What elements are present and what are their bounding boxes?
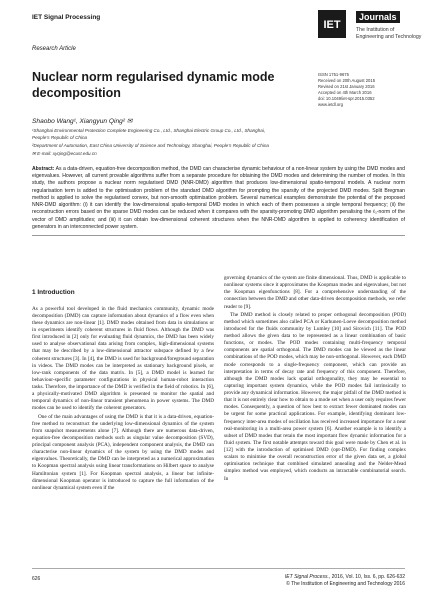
article-metadata xyxy=(318,72,418,109)
footer-copyright: © The Institution of Engineering and Technology 2016 xyxy=(286,581,405,587)
revised-date: Revised on 21st January 2016 xyxy=(318,84,375,90)
iet-logo-icon xyxy=(318,10,346,38)
journal-name: IET Signal Processing xyxy=(32,14,101,21)
abstract xyxy=(32,166,405,236)
received-date: Received on 20th August 2015 xyxy=(318,78,376,84)
iet-journals-logo xyxy=(318,10,422,54)
logo-wordmark: IET xyxy=(323,19,341,31)
abstract-label: Abstract: xyxy=(32,166,55,172)
affiliation-1-country: People’s Republic of China xyxy=(32,135,88,140)
footer-volume: , 2016, Vol. 10, Iss. 6, pp. 626-632 xyxy=(328,574,405,580)
footer-citation xyxy=(285,574,405,588)
page-number: 626 xyxy=(32,576,41,582)
authors: Shaobo Wang¹, Xiangyun Qing² ✉ xyxy=(32,118,133,125)
logo-journals-label: Journals xyxy=(356,11,400,23)
article-type: Research Article xyxy=(32,46,76,52)
footer-divider xyxy=(32,568,405,569)
footer-journal-name: IET Signal Process. xyxy=(284,574,329,580)
affiliation-1: ¹Shanghai Environmental Protection Complete Engineering Co., Ltd., Shanghai Electric Group Co., Ltd., Shanghai, xyxy=(32,128,266,133)
doi-link[interactable]: doi: 10.1049/iet-spr.2015.0352 xyxy=(318,96,375,102)
body-paragraph: governing dynamics of the system are finite dimensional. Thus, DMD is applicable to nonlinear systems since it approximates the Koopman modes and eigenvalues, but not the Koopman eigenfunctions [8]. For a comprehensive understanding of the connection between the DMD and other data-driven decomposition methods, we refer reader to [9]. xyxy=(224,275,406,310)
accepted-date: Accepted on 4th March 2016 xyxy=(318,90,372,96)
issn: ISSN 1751-9675 xyxy=(318,72,349,77)
body-paragraph: One of the main advantages of using the DMD is that it is a data-driven, equation-free method to reconstruct the underlying low-dimensional dynamics of the system from snapshot measurements alone [7]. Although there are numerous data-driven, equation-free decomposition methods such as singular value decomposition (SVD), principal component analysis (PCA), independent component analysis, the DMD can characterise non-linear dynamics of the system by using the DMD modes and eigenvalues. Theoretically, the DMD can be interpreted as a numerical approximation to Koopman spectral analysis using linear transformations on Hilbert space to analyse Hamiltonian system [1]. For Koopman spectral analysis, a linear but infinite-dimensional Koopman operator is introduced to capture the full information of the nonlinear dynamical system even if the xyxy=(32,413,214,491)
logo-line-2: Engineering and Technology xyxy=(356,34,422,40)
body-column-right xyxy=(224,275,406,484)
logo-line-1: The Institution of xyxy=(356,27,395,33)
corresponding-email[interactable]: ✉ E-mail: xyqing@ecust.edu.cn xyxy=(32,151,97,156)
ietdl-link[interactable]: www.ietdl.org xyxy=(318,102,343,108)
article-title: Nuclear norm regularised dynamic mode decomposition xyxy=(32,70,275,100)
body-paragraph: The DMD method is closely related to proper orthogonal decomposition (POD) method which sometimes also called PCA or Karhunen-Loeve decomposition method introduced for the fluids community by Lumley [10] and Sirovich [11]. The POD method allows the given data to be represented as a linear combination of basic functions, or modes. The POD modes containing multi-frequency temporal components are spatial orthogonal. The DMD modes can be viewed as the linear combinations of the POD modes, which may be non-orthogonal. However, each DMD mode corresponds to a single-frequency component, which can provide an interpretation in terms of decay rate and frequency of this component. Therefore, although the DMD modes lack spatial orthogonality, they may be essential to capturing important system dynamics, while the POD modes fail intrinsically to provide any dynamical information. However, the major pitfall of the DMD method is that it is not entirely clear how to obtain to a mode set when a user only requires fewer modes. Consequently, a question of how best to extract fewer dominated modes can be urgent for some practical applications. For example, identifying dominant low-frequency inter-area modes of oscillation has received increased importance for a near real-monitoring in a multi-area power system [6]. Another example is to identify a subset of DMD modes that retain the most important flow dynamic information for a fluid system. The first notable attempts toward this goal were made by Chen et al. in [12] with the introduction of optimised DMD (opt-DMD). For finding complex scalars to minimise the overall reconstruction error of the given data set, a global optimisation technique that combined simulated annealing and the Nelder-Mead simplex method was employed, which conducts an intractable combinatorial search. In xyxy=(224,311,406,482)
body-paragraph: As a powerful tool developed in the fluid mechanics community, dynamic mode decomposition (DMD) can capture information about dynamics of a flow even when these dynamics are non-linear [1]. DMD modes obtained from data in simulations or in experiments identify coherent structures in fluid flows. Although the DMD was first introduced in [2] only for evaluating fluid dynamics, the DMD has been widely used to analyse observational data arising from complex, high-dimensional systems that may be described by a low-dimensional attractor subspace defined by a few coherent structures [3]. In [4], the DMD is used for background/foreground separation in videos. The DMD modes can be interpreted as stationary background pixels, or low-rank components of the data matrix. In [5], a DMD model is learned for behaviour-specific parameter configurations in physical human-robot interaction tasks. Therefore, the importance of the DMD is verified in the field of robotics. In [6], a physically-motivated DMD algorithm is presented to monitor the spatial and temporal dynamics of non-linear transient phenomena in power systems. The DMD modes can be used to identify the coherent generators. xyxy=(32,305,214,412)
affiliation-2: ²Department of Automation, East China University of Science and Technology, Shanghai, People’s Republic of China xyxy=(32,143,269,148)
abstract-text: As a data-driven, equation-free decomposition method, the DMD can characterise dynamic behaviour of a non-linear system by using the DMD modes and eigenvalues. However, all current provable algorithms suffer from a separate procedure for obtaining the DMD modes and determining the number of modes. In this study, the authors propose a nuclear norm regularised DMD (NNR-DMD) algorithm that produces low-dimensional spatio-temporal models. A nuclear norm regularisation term is added to the optimisation problem of the standard DMD algorithm for prompting the sparsity of the projected DMD modes. Split Bregman method is applied to solve the regularised convex, but non-smooth optimisation problem. Several numerical examples demonstrate the potential of the proposed NNR-DMD algorithm: (i) it can identify the low-dimensional spatio-temporal DMD modes in which each of them possesses a single temporal frequency; (ii) the reconstruction errors based on the sparse DMD modes can be reduced when it compares with the sparsity-promoting DMD algorithm penalising the ℓ₁-norm of the vector of DMD amplitudes; and (iii) it can obtain low-dimensional coherent structures when the NNR-DMD algorithm is applied to coherency identification of generators in an interconnected power system. xyxy=(32,166,405,230)
section-heading: 1 Introduction xyxy=(32,289,75,296)
body-column-left xyxy=(32,275,214,493)
